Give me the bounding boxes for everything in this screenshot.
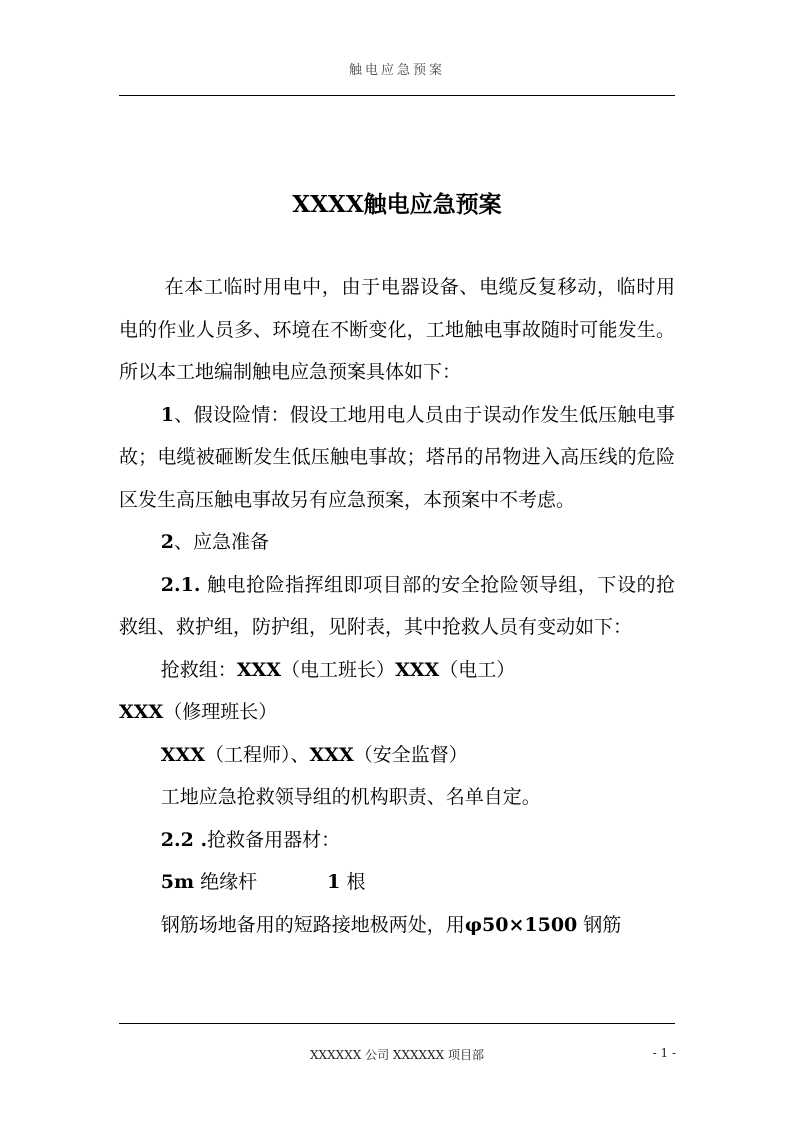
- rescue-member-name: XXX: [236, 658, 282, 681]
- intro-paragraph: 在本工临时用电中，由于电器设备、电缆反复移动，临时用电的作业人员多、环境在不断变化，工地触电事故随时可能发生。所以本工地编制触电应急预案具体如下：: [119, 276, 675, 383]
- grounding-tail: 钢筋: [577, 913, 622, 936]
- header-divider: [119, 95, 675, 96]
- equipment-line: [119, 861, 675, 904]
- diameter-symbol: φ: [464, 913, 483, 936]
- rescue-group-line: [119, 649, 675, 692]
- rescue-member-role: （安全监督）: [353, 743, 468, 766]
- section-1-paragraph: [119, 394, 675, 522]
- page-header: 触电应急预案: [348, 63, 445, 78]
- grounding-paragraph: [119, 904, 675, 947]
- rescue-member-role: （修理班长）: [163, 701, 278, 723]
- rescue-member-name: XXX: [160, 743, 206, 766]
- rescue-member-role: （电工班长）: [281, 658, 396, 681]
- section-2-number: 2: [160, 531, 175, 553]
- rescue-group-label: 抢救组：: [160, 658, 237, 681]
- rescue-member-name: XXX: [395, 658, 440, 681]
- equipment-size: 5m: [160, 871, 195, 893]
- document-body: [119, 266, 675, 946]
- rescue-group-line: [119, 734, 675, 777]
- leader-group-note: 工地应急抢救领导组的机构职责、名单自定。: [160, 786, 541, 808]
- rescue-member-role: （工程师）、: [205, 743, 310, 766]
- grounding-text: 钢筋场地备用的短路接地极两处，用: [160, 913, 465, 936]
- section-1-number: 1: [160, 403, 175, 426]
- footer-company: XXXXXX 公司 XXXXXX 项目部: [310, 1048, 484, 1062]
- section-2-heading: [119, 521, 675, 564]
- section-2-1-text: 触电抢险指挥组即项目部的安全抢险领导组，下设的抢救组、救护组，防护组，见附表，其中抢救人员有变动如下：: [119, 573, 675, 638]
- section-2-2-text: 抢救备用器材：: [207, 828, 341, 851]
- section-2-text: 、应急准备: [174, 531, 270, 553]
- rescue-member-role: （电工）: [439, 658, 516, 681]
- equipment-name: 绝缘杆: [194, 871, 258, 893]
- section-2-2-heading: [119, 819, 675, 862]
- section-2-2-number: 2.2 .: [160, 828, 208, 851]
- section-2-1-paragraph: [119, 564, 675, 649]
- rescue-group-line: [119, 691, 675, 734]
- section-1-text: 、假设险情：假设工地用电人员由于误动作发生低压触电事故；电缆被砸断发生低压触电事故；塔吊的吊物进入高压线的危险区发生高压触电事故另有应急预案，本预案中不考虑。: [119, 403, 675, 511]
- rescue-member-name: XXX: [309, 743, 354, 766]
- rebar-spec: 50×1500: [482, 913, 578, 936]
- page-number: - 1 -: [652, 1046, 676, 1060]
- document-title: XXXX触电应急预案: [292, 191, 502, 218]
- footer-divider: [119, 1023, 675, 1024]
- equipment-unit: 根: [340, 871, 366, 893]
- equipment-quantity: 1: [327, 871, 341, 893]
- section-2-1-number: 2.1.: [160, 573, 201, 596]
- rescue-member-name: XXX: [119, 701, 164, 723]
